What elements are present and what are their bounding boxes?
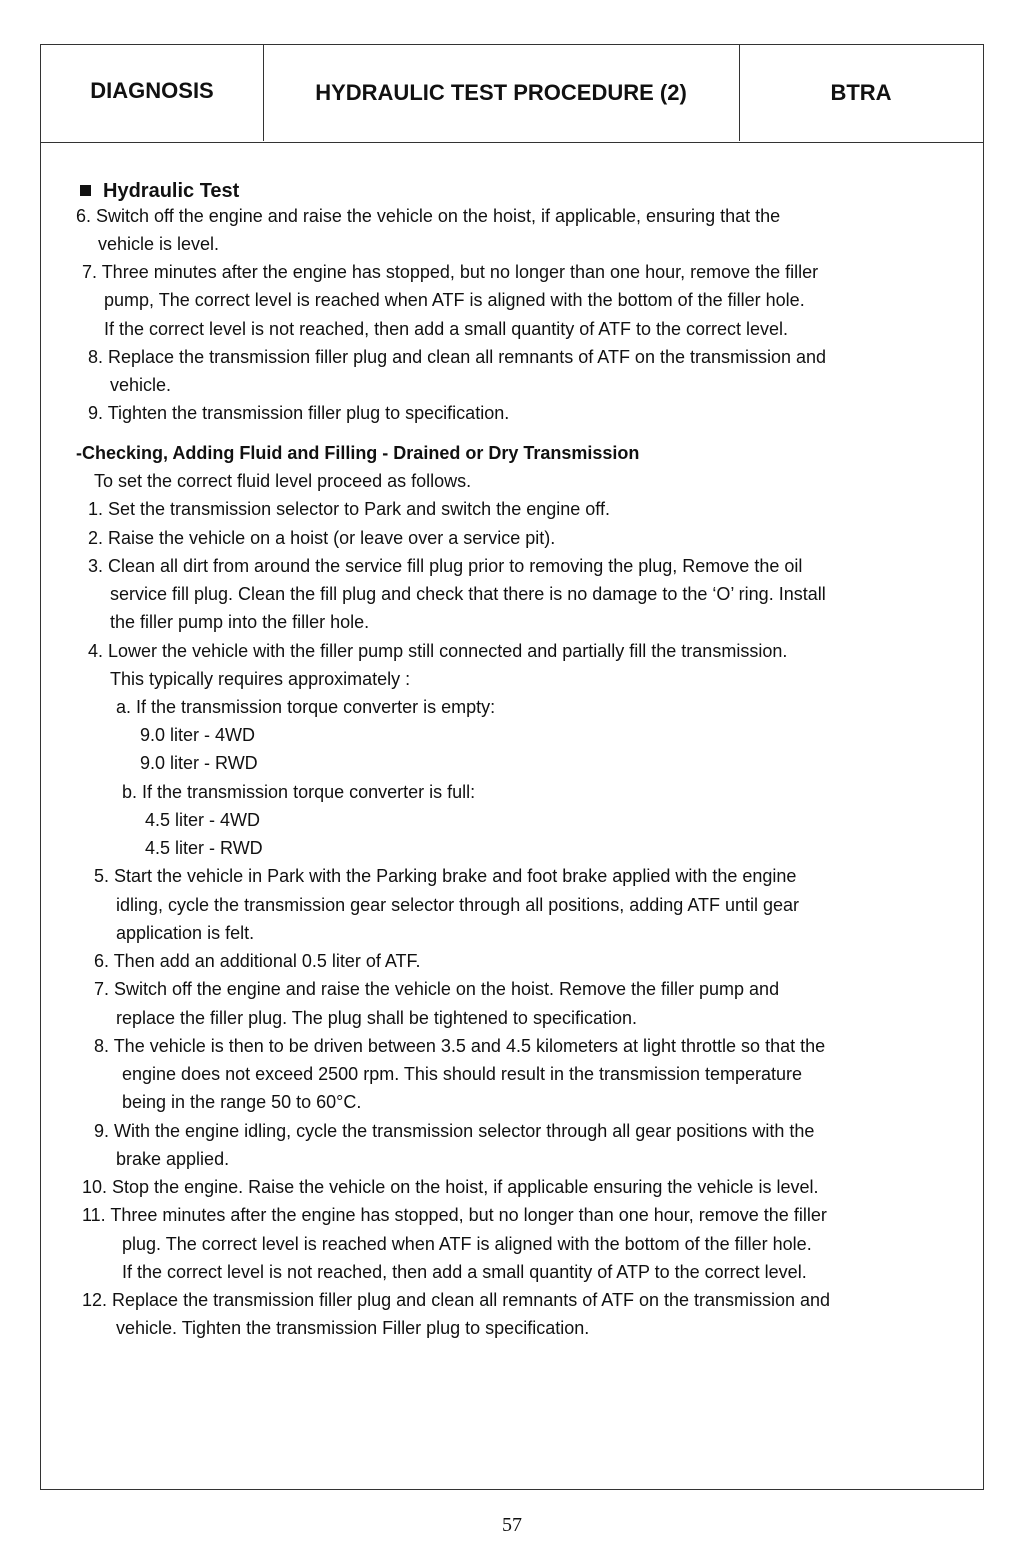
text-line: vehicle. [110, 375, 172, 395]
text-line: vehicle. Tighten the transmission Filler plug to specification. [116, 1318, 590, 1338]
text-line: 6. Then add an additional 0.5 liter of ATF. [94, 951, 421, 971]
text-line: 4.5 liter - 4WD [145, 810, 261, 830]
header-section-cell [41, 45, 264, 141]
text-line: 12. Replace the transmission filler plug and clean all remnants of ATF on the transmission and [82, 1290, 831, 1310]
text-line: If the correct level is not reached, then add a small quantity of ATP to the correct level. [122, 1262, 807, 1282]
text-line: 5. Start the vehicle in Park with the Parking brake and foot brake applied with the engine [94, 866, 797, 886]
subsection-heading: -Checking, Adding Fluid and Filling - Drained or Dry Transmission [76, 443, 640, 463]
header-title-cell [263, 45, 740, 141]
section-heading-text: Hydraulic Test [103, 180, 240, 202]
header-title: HYDRAULIC TEST PROCEDURE (2) [315, 80, 687, 105]
text-line: 7. Three minutes after the engine has stopped, but no longer than one hour, remove the filler [82, 262, 819, 282]
text-line: being in the range 50 to 60°C. [122, 1092, 362, 1112]
text-line: pump, The correct level is reached when ATF is aligned with the bottom of the filler hole. [104, 290, 805, 310]
text-line: This typically requires approximately : [110, 669, 411, 689]
text-line: idling, cycle the transmission gear selector through all positions, adding ATF until gear [116, 895, 800, 915]
text-line: 7. Switch off the engine and raise the vehicle on the hoist. Remove the filler pump and [94, 979, 780, 999]
text-line: 9.0 liter - RWD [140, 753, 258, 773]
text-line: a. If the transmission torque converter is empty: [116, 697, 496, 717]
text-line: vehicle is level. [98, 234, 220, 254]
page-number: 57 [502, 1514, 522, 1536]
text-line: 8. The vehicle is then to be driven between 3.5 and 4.5 kilometers at light throttle so that the [94, 1036, 826, 1056]
header-brand: BTRA [830, 80, 892, 105]
section-heading [80, 180, 239, 202]
header-table [41, 45, 983, 143]
text-line: plug. The correct level is reached when ATF is aligned with the bottom of the filler hole. [122, 1234, 812, 1254]
text-line: 9. With the engine idling, cycle the transmission selector through all gear positions with the [94, 1121, 815, 1141]
text-line: 4. Lower the vehicle with the filler pump still connected and partially fill the transmission. [88, 641, 788, 661]
text-line: replace the filler plug. The plug shall be tightened to specification. [116, 1008, 637, 1028]
text-line: 1. Set the transmission selector to Park and switch the engine off. [88, 499, 610, 519]
text-line: 6. Switch off the engine and raise the vehicle on the hoist, if applicable, ensuring that the [76, 206, 781, 226]
text-line: application is felt. [116, 923, 255, 943]
text-line: If the correct level is not reached, then add a small quantity of ATF to the correct level. [104, 319, 789, 339]
text-line: 2. Raise the vehicle on a hoist (or leave over a service pit). [88, 528, 556, 548]
text-line: To set the correct fluid level proceed as follows. [94, 471, 472, 491]
text-line: 11. Three minutes after the engine has stopped, but no longer than one hour, remove the filler [82, 1205, 827, 1225]
header-brand-cell [739, 45, 983, 141]
text-line: 4.5 liter - RWD [145, 838, 263, 858]
text-line: service fill plug. Clean the fill plug and check that there is no damage to the ‘O’ ring. Install [110, 584, 826, 604]
text-line: b. If the transmission torque converter is full: [122, 782, 476, 802]
square-bullet-icon [80, 185, 91, 196]
text-line: 10. Stop the engine. Raise the vehicle on the hoist, if applicable ensuring the vehicle is level. [82, 1177, 819, 1197]
text-line: engine does not exceed 2500 rpm. This should result in the transmission temperature [122, 1064, 803, 1084]
text-line: 8. Replace the transmission filler plug and clean all remnants of ATF on the transmission and [88, 347, 827, 367]
header-section-label: DIAGNOSIS [90, 78, 214, 103]
text-line: 3. Clean all dirt from around the service fill plug prior to removing the plug, Remove the oil [88, 556, 803, 576]
text-line: 9.0 liter - 4WD [140, 725, 256, 745]
text-line: 9. Tighten the transmission filler plug to specification. [88, 403, 510, 423]
text-line: brake applied. [116, 1149, 230, 1169]
text-line: the filler pump into the filler hole. [110, 612, 370, 632]
